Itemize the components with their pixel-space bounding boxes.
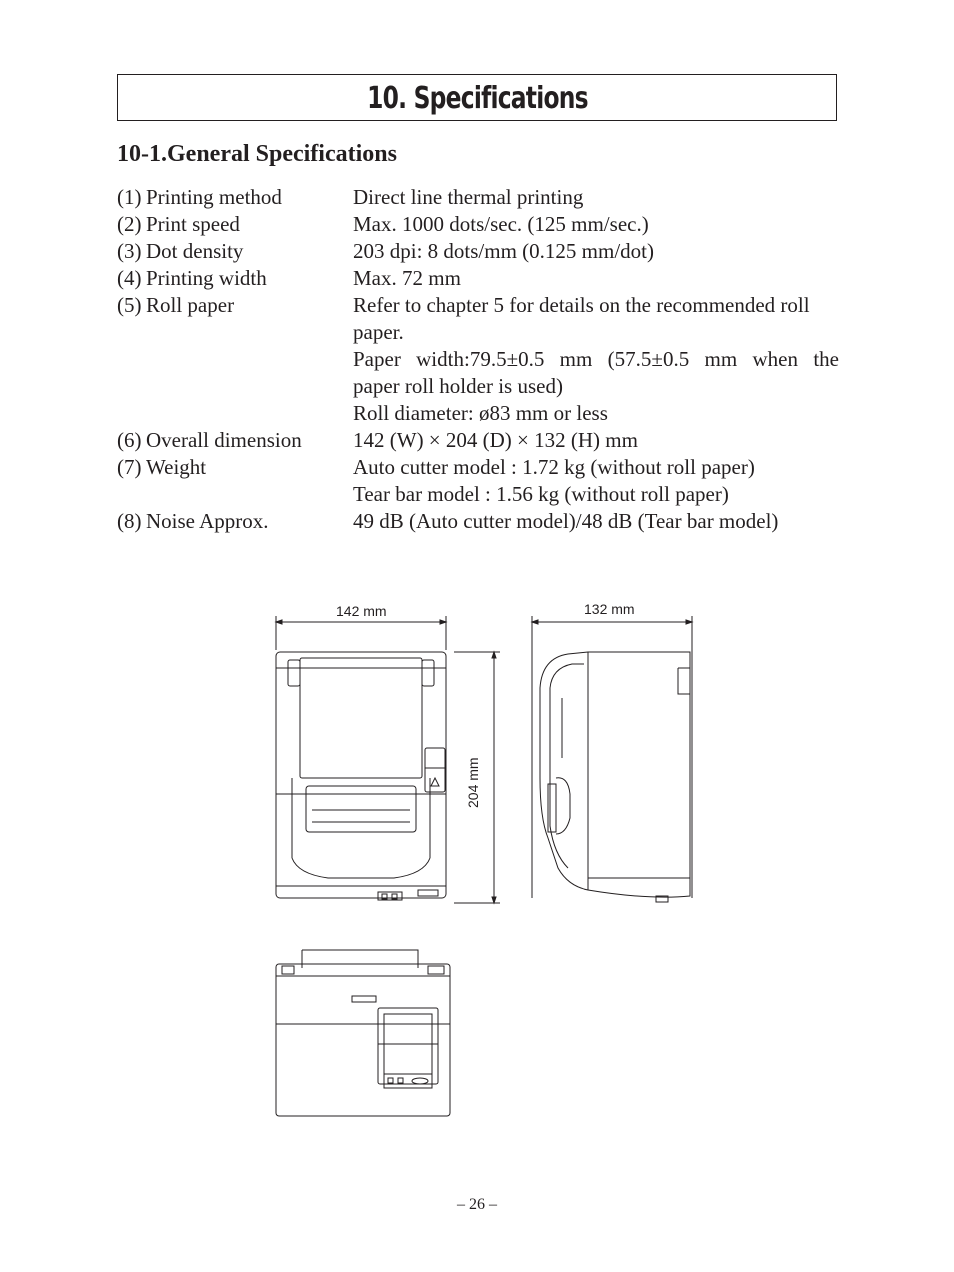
spec-value-line: Auto cutter model : 1.72 kg (without roll paper) [353, 455, 755, 479]
spec-row [117, 211, 839, 238]
spec-value-line: 142 (W) × 204 (D) × 132 (H) mm [353, 428, 638, 452]
spec-label: Roll paper [146, 293, 235, 317]
spec-list [117, 184, 839, 535]
spec-row [117, 454, 839, 508]
section-title: 10-1.General Specifications [117, 141, 397, 167]
printer-top-view-drawing [268, 598, 508, 908]
spec-label: Printing method [146, 185, 282, 209]
spec-label: Dot density [146, 239, 244, 263]
spec-value-line: paper. [353, 320, 404, 344]
spec-row [117, 508, 839, 535]
spec-value [353, 184, 839, 211]
spec-number: (3) [117, 239, 142, 263]
spec-number: (5) [117, 293, 142, 317]
spec-value-line: Max. 72 mm [353, 266, 461, 290]
spec-value [353, 265, 839, 292]
spec-number: (1) [117, 185, 142, 209]
spec-value [353, 238, 839, 265]
chapter-title: 10. Specifications [366, 81, 588, 116]
spec-value-line: 203 dpi: 8 dots/mm (0.125 mm/dot) [353, 239, 655, 263]
spec-number: (2) [117, 212, 142, 236]
page-number: – 26 – [457, 1196, 497, 1213]
spec-value [353, 211, 839, 238]
spec-value [353, 427, 839, 454]
spec-value-line: paper roll holder is used) [353, 374, 563, 398]
spec-label: Print speed [146, 212, 240, 236]
height-dimension-label: 132 mm [584, 601, 635, 617]
spec-label: Printing width [146, 266, 267, 290]
spec-value-line: Tear bar model : 1.56 kg (without roll paper) [353, 482, 729, 506]
depth-dimension-label: 204 mm [465, 757, 481, 808]
spec-value [353, 292, 839, 427]
spec-number: (4) [117, 266, 142, 290]
spec-value-line: Refer to chapter 5 for details on the recommended roll [353, 293, 810, 317]
spec-value-line: Roll diameter: ø83 mm or less [353, 401, 608, 425]
spec-row [117, 265, 839, 292]
spec-value-line: Paper width:79.5±0.5 mm (57.5±0.5 mm when the [353, 347, 839, 371]
spec-label: Overall dimension [146, 428, 302, 452]
spec-value [353, 508, 839, 535]
spec-number: (7) [117, 455, 142, 479]
spec-value-line: 49 dB (Auto cutter model)/48 dB (Tear bar model) [353, 509, 779, 533]
spec-row [117, 238, 839, 265]
spec-row [117, 427, 839, 454]
spec-value-line: Max. 1000 dots/sec. (125 mm/sec.) [353, 212, 649, 236]
spec-row [117, 184, 839, 211]
spec-label: Noise Approx. [146, 509, 269, 533]
spec-value-line: Direct line thermal printing [353, 185, 584, 209]
printer-side-view-drawing [528, 598, 708, 908]
spec-number: (8) [117, 509, 142, 533]
spec-value [353, 454, 839, 508]
width-dimension-label: 142 mm [336, 603, 387, 619]
spec-number: (6) [117, 428, 142, 452]
spec-row [117, 292, 839, 427]
chapter-title-box [117, 74, 837, 121]
spec-label: Weight [146, 455, 207, 479]
printer-front-view-drawing [268, 940, 458, 1120]
